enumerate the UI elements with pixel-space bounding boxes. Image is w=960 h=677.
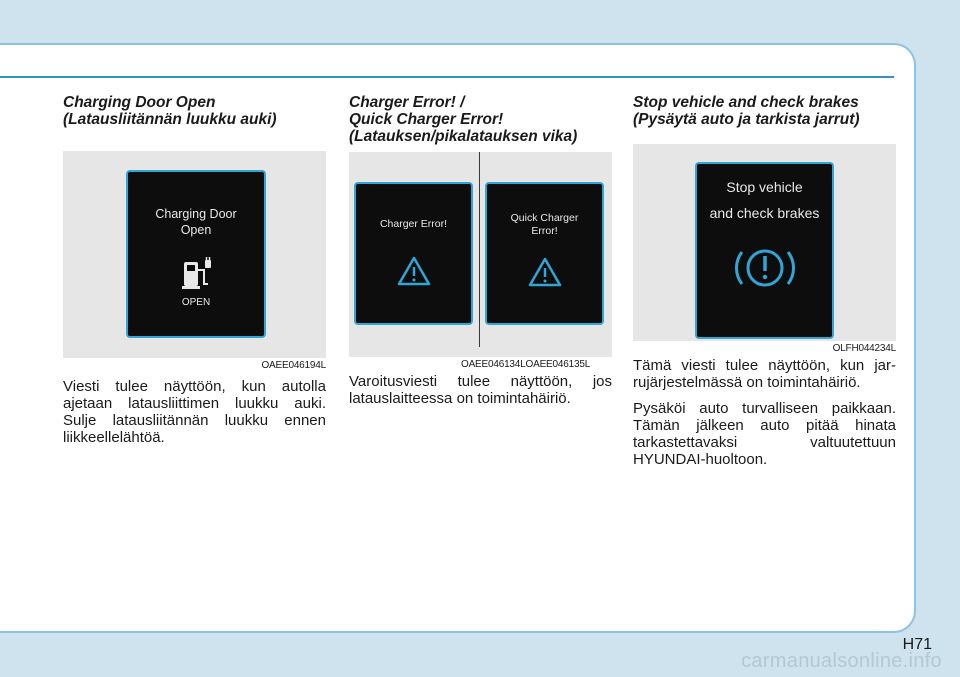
brake-warning-icon <box>732 240 798 296</box>
display-message: Charger Error! <box>379 218 448 230</box>
warning-triangle-icon <box>397 256 431 286</box>
header-rule <box>0 76 894 78</box>
section-stop-vehicle <box>633 94 896 468</box>
display-message: Stop vehicle and check brakes <box>709 179 820 221</box>
section-heading: Charging Door Open (Latausliitännän luukku auki) <box>63 94 277 128</box>
page-number: H71 <box>902 636 932 653</box>
display-message: Charging Door Open <box>155 207 237 237</box>
watermark: carmanualsonline.info <box>741 650 942 672</box>
section-heading: Charger Error! / Quick Charger Error! (Latauksen/pikalatauksen vika) <box>349 94 578 145</box>
section-charging-door <box>63 94 326 446</box>
section-heading: Stop vehicle and check brakes (Pysäytä auto ja tarkista jarrut) <box>633 94 860 128</box>
warning-triangle-icon <box>528 257 562 287</box>
body-text: Pysäköi auto turvalliseen paikkaan. Tämän jälkeen auto pitää hinata tarkastettavaksi valtuutettuun HYUNDAI-huoltoon. <box>633 400 896 468</box>
figure-code: OLFH044234L <box>832 343 896 354</box>
body-text: Viesti tulee näyttöön, kun autolla ajetaan latausliittimen luukku auki. Sulje latausliitännän luukku ennen liikkeellelähtöä. <box>63 378 326 446</box>
cluster-display <box>126 170 266 338</box>
section-charger-error <box>349 94 612 407</box>
figure-stop-vehicle <box>633 144 896 354</box>
figure-divider <box>479 152 480 347</box>
figure-code: OAEE046134LOAEE046135L <box>461 359 591 370</box>
display-message: Quick Charger Error! <box>510 212 579 237</box>
quick-charger-error-display <box>485 182 604 325</box>
charging-door-icon <box>178 256 214 292</box>
figure-charger-error <box>349 152 612 370</box>
open-label: OPEN <box>181 297 211 308</box>
figure-charging-door <box>63 151 326 371</box>
figure-code: OAEE046194L <box>261 360 326 371</box>
body-text: Varoitusviesti tulee näyttöön, jos latauslaitteessa on toimintahäiriö. <box>349 373 612 407</box>
body-text: Tämä viesti tulee näyttöön, kun jarrujärjestelmässä on toimintahäiriö. <box>633 357 896 391</box>
cluster-display <box>695 162 834 339</box>
charger-error-display <box>354 182 473 325</box>
